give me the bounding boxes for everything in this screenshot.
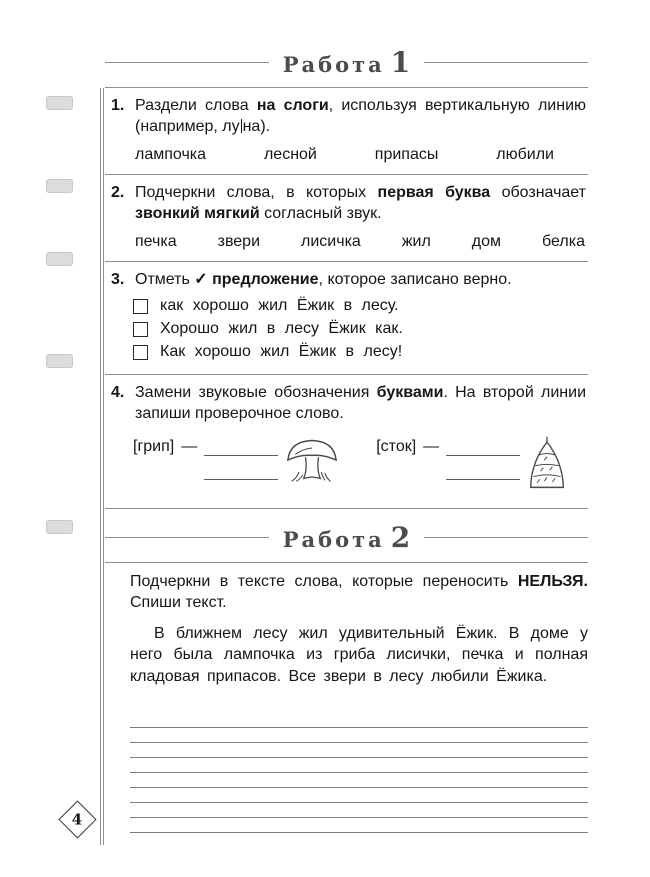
word-item[interactable]: лесной (263, 146, 317, 164)
work2-body (105, 563, 588, 834)
instruction-part: Подчеркни слова, в которых (135, 184, 378, 202)
title-rule-left (105, 537, 269, 538)
instruction-bold: буквами (376, 383, 444, 401)
instruction-part: , используя вертикальную линию (например, лу (135, 97, 586, 136)
instruction-part: обозначает (490, 184, 587, 202)
exercise-2 (105, 175, 588, 262)
work1-title-text (283, 46, 411, 79)
exercise-1-words (105, 137, 588, 164)
exercise-2-number: 2. (111, 184, 125, 202)
sentence-option (133, 318, 588, 341)
instruction-part: согласный звук. (259, 205, 382, 223)
writing-line[interactable] (130, 818, 588, 833)
work2-title-number: 2 (390, 520, 411, 554)
dash: — (423, 437, 440, 455)
instruction-part: Отметь (135, 271, 195, 289)
instruction-part: Замени звуковые обозначения (135, 383, 377, 401)
exercise-4 (105, 375, 588, 509)
sentence-checkbox[interactable] (133, 299, 148, 314)
word-item[interactable]: лампочка (135, 146, 207, 164)
instruction-bold: НЕЛЬЗЯ. (517, 572, 588, 590)
margin-marker (46, 520, 73, 534)
sentence-option (133, 341, 588, 364)
exercise-3 (105, 262, 588, 374)
exercise-4-number: 4. (111, 383, 125, 401)
work2-text: В ближнем лесу жил удивительный Ёжик. В доме у него была лампочка из гриба лисички, печка и полная кладовая припасов. Все звери в лесу любили Ёжика. (130, 624, 588, 685)
writing-line[interactable] (130, 788, 588, 803)
sound-word-label: [грип] (133, 437, 175, 455)
exercise-3-number: 3. (111, 271, 125, 289)
notebook-margin-rule (100, 88, 104, 845)
dash: — (181, 437, 198, 455)
title-rule-right (424, 62, 588, 63)
work1-title-word: Работа (282, 52, 385, 77)
haystack-image (526, 435, 568, 496)
word-item[interactable]: любили (496, 146, 554, 164)
writing-line[interactable] (130, 803, 588, 818)
work2-title (105, 509, 588, 563)
word-item[interactable]: лисичка (301, 233, 361, 251)
word-item[interactable]: печка (135, 233, 177, 251)
writing-lines (105, 687, 588, 833)
instruction-part: . На второй линии запиши проверочное слово. (135, 383, 587, 422)
answer-lines (446, 437, 520, 480)
word-item[interactable]: припасы (374, 146, 439, 164)
word-item[interactable]: жил (401, 233, 431, 251)
margin-marker (46, 354, 73, 368)
sentence-option-label: как хорошо жил Ёжик в лесу. (160, 297, 399, 315)
writing-line[interactable] (130, 743, 588, 758)
title-rule-right (424, 537, 588, 538)
sentence-option-label: Как хорошо жил Ёжик в лесу! (160, 343, 403, 361)
exercise-1-instruction (135, 95, 586, 137)
sentence-option (133, 295, 588, 318)
answer-line[interactable] (446, 437, 520, 456)
writing-line[interactable] (130, 728, 588, 743)
exercise-2-words (105, 224, 588, 251)
title-rule-left (105, 62, 269, 63)
instruction-bold: на слоги (256, 97, 329, 114)
word-item[interactable]: дом (471, 233, 502, 251)
margin-marker (46, 179, 73, 193)
work1-title (105, 40, 588, 88)
instruction-bold: первая буква (377, 184, 491, 202)
word-item[interactable]: белка (542, 233, 585, 251)
writing-line[interactable] (130, 758, 588, 773)
sentence-checkbox[interactable] (133, 345, 148, 360)
instruction-part: Спиши текст. (130, 593, 227, 611)
instruction-part: Подчеркни в тексте слова, которые переносить (130, 572, 518, 590)
exercise-2-instruction (135, 182, 586, 224)
margin-marker (46, 96, 73, 110)
writing-line[interactable] (130, 713, 588, 728)
instruction-part: Раздели слова (135, 97, 257, 114)
work2-title-word: Работа (282, 526, 385, 552)
answer-line[interactable] (446, 456, 520, 480)
sentence-option-label: Хорошо жил в лесу Ёжик как. (160, 320, 403, 338)
work2-instruction (105, 571, 588, 613)
work2-title-text (283, 521, 411, 554)
writing-line[interactable] (130, 773, 588, 788)
page-number-badge (58, 800, 96, 838)
exercise-1 (105, 88, 588, 175)
work1-title-number: 1 (390, 46, 411, 79)
answer-line[interactable] (204, 456, 278, 480)
exercise-3-options (105, 291, 588, 364)
margin-marker (46, 252, 73, 266)
page-number: 4 (72, 810, 83, 829)
instruction-bold: звонкий мягкий (135, 205, 260, 223)
checkmark-icon: ✓ (194, 271, 208, 289)
word-item[interactable]: звери (217, 233, 261, 251)
instruction-bold: предложение (207, 271, 319, 289)
exercise-1-number: 1. (111, 97, 125, 114)
sound-word-label: [сток] (376, 437, 417, 455)
mushroom-image (284, 435, 340, 490)
answer-lines (204, 437, 278, 480)
instruction-part: , которое записано верно. (318, 271, 512, 289)
exercise-4-instruction (135, 382, 586, 424)
exercise-3-instruction (135, 269, 586, 290)
sentence-checkbox[interactable] (133, 322, 148, 337)
instruction-part: на). (242, 118, 271, 136)
syllable-divider-icon (241, 119, 242, 133)
exercise-4-items (105, 424, 588, 498)
answer-line[interactable] (204, 437, 278, 456)
